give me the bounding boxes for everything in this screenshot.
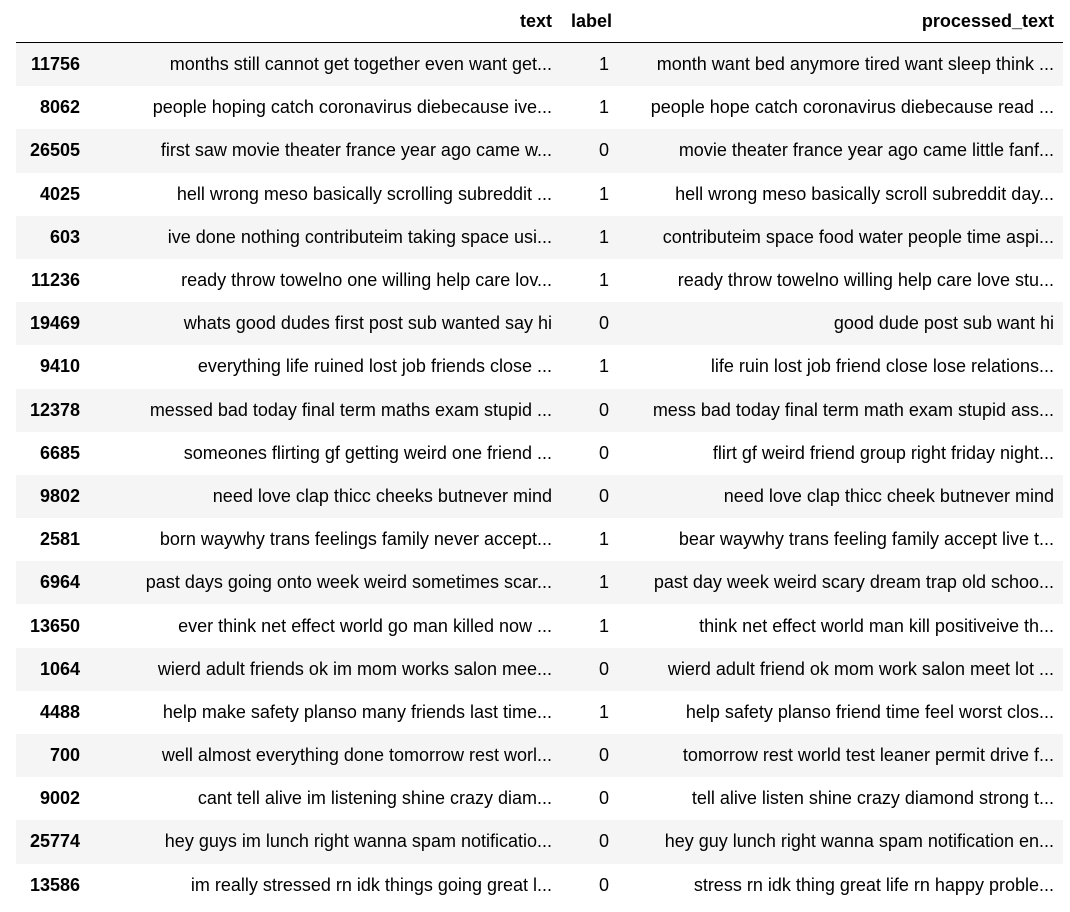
text-cell: hell wrong meso basically scrolling subreddit ...	[176, 183, 552, 204]
label-cell: 1	[598, 572, 609, 593]
processed-text-cell: mess bad today final term math exam stupid ass...	[652, 399, 1054, 420]
table-row	[16, 43, 1063, 87]
processed-text-cell: think net effect world man kill positiveive th...	[699, 615, 1054, 636]
table-row	[16, 561, 1063, 604]
text-cell: hey guys im lunch right wanna spam notificatio...	[164, 831, 552, 852]
text-cell: everything life ruined lost job friends close ...	[197, 356, 552, 377]
processed-text-cell: stress rn idk thing great life rn happy proble...	[693, 874, 1054, 895]
text-cell: first saw movie theater france year ago came w...	[160, 140, 552, 161]
table-row	[16, 864, 1063, 907]
table-row	[16, 216, 1063, 259]
text-cell: whats good dudes first post sub wanted say hi	[183, 313, 552, 334]
row-index: 13586	[29, 874, 80, 895]
row-index: 9802	[39, 485, 80, 506]
row-index: 4488	[39, 701, 80, 722]
table-row	[16, 604, 1063, 647]
label-cell: 1	[598, 529, 609, 550]
processed-text-cell: good dude post sub want hi	[833, 313, 1054, 334]
table-header	[16, 0, 1063, 43]
table-row	[16, 820, 1063, 863]
row-index: 9002	[39, 788, 80, 809]
processed-text-cell: past day week weird scary dream trap old schoo...	[653, 572, 1054, 593]
table-row	[16, 173, 1063, 216]
row-index: 2581	[39, 529, 80, 550]
label-cell: 1	[598, 183, 609, 204]
table-row	[16, 345, 1063, 388]
label-cell: 1	[598, 701, 609, 722]
row-index: 11756	[30, 54, 80, 75]
label-cell: 0	[598, 874, 609, 895]
row-index: 26505	[29, 140, 80, 161]
processed-text-cell: month want bed anymore tired want sleep think ...	[656, 54, 1054, 75]
processed-text-cell: ready throw towelno willing help care love stu...	[677, 270, 1054, 291]
row-index: 8062	[39, 97, 80, 118]
table-row	[16, 389, 1063, 432]
dataframe-output	[16, 0, 1063, 907]
text-column-header: text	[98, 0, 561, 43]
row-index: 19469	[29, 313, 80, 334]
processed-text-cell: life ruin lost job friend close lose relations...	[710, 356, 1054, 377]
index-column-header	[16, 0, 98, 43]
row-index: 603	[49, 226, 80, 247]
label-cell: 1	[598, 356, 609, 377]
text-cell: people hoping catch coronavirus diebecause ive...	[152, 97, 552, 118]
processed-text-cell: help safety planso friend time feel worst clos...	[685, 701, 1054, 722]
text-cell: past days going onto week weird sometimes scar...	[145, 572, 552, 593]
text-cell: messed bad today final term maths exam stupid ...	[149, 399, 552, 420]
label-cell: 0	[598, 788, 609, 809]
row-index: 12378	[29, 399, 80, 420]
row-index: 6964	[39, 572, 80, 593]
table-row	[16, 777, 1063, 820]
processed-text-cell: bear waywhy trans feeling family accept live t...	[678, 529, 1054, 550]
row-index: 4025	[39, 183, 80, 204]
table-row	[16, 691, 1063, 734]
label-cell: 1	[598, 54, 609, 75]
processed-text-cell: movie theater france year ago came little fanf...	[678, 140, 1054, 161]
row-index: 6685	[39, 442, 80, 463]
processed-text-cell: people hope catch coronavirus diebecause read ...	[650, 97, 1054, 118]
label-cell: 0	[598, 313, 609, 334]
dataframe-table	[16, 0, 1063, 907]
processed-text-cell: need love clap thicc cheek butnever mind	[723, 485, 1054, 506]
processed-text-cell: contributeim space food water people time aspi...	[662, 226, 1054, 247]
table-body	[16, 43, 1063, 907]
table-row	[16, 86, 1063, 129]
text-cell: wierd adult friends ok im mom works salon mee...	[157, 658, 552, 679]
label-cell: 0	[598, 442, 609, 463]
processed-text-cell: flirt gf weird friend group right friday night...	[712, 442, 1054, 463]
row-index: 1064	[39, 658, 80, 679]
table-row	[16, 432, 1063, 475]
table-row	[16, 259, 1063, 302]
text-cell: well almost everything done tomorrow rest worl...	[161, 745, 552, 766]
text-cell: im really stressed rn idk things going great l...	[190, 874, 552, 895]
label-cell: 0	[598, 658, 609, 679]
label-column-header: label	[561, 0, 621, 43]
processed-text-cell: tell alive listen shine crazy diamond strong t...	[691, 788, 1054, 809]
label-cell: 1	[598, 270, 609, 291]
table-row	[16, 648, 1063, 691]
text-cell: ready throw towelno one willing help care lov...	[181, 270, 552, 291]
table-row	[16, 129, 1063, 172]
processed-text-cell: wierd adult friend ok mom work salon meet lot ...	[667, 658, 1054, 679]
text-cell: ever think net effect world go man killed now ...	[178, 615, 552, 636]
text-cell: ive done nothing contributeim taking space usi...	[167, 226, 552, 247]
text-cell: months still cannot get together even want get...	[169, 54, 552, 75]
text-cell: cant tell alive im listening shine crazy diam...	[197, 788, 552, 809]
text-cell: born waywhy trans feelings family never accept...	[159, 529, 552, 550]
label-cell: 0	[598, 140, 609, 161]
table-row	[16, 734, 1063, 777]
label-cell: 1	[598, 615, 609, 636]
label-cell: 1	[598, 226, 609, 247]
label-cell: 1	[598, 97, 609, 118]
label-cell: 0	[598, 745, 609, 766]
text-cell: need love clap thicc cheeks butnever mind	[212, 485, 552, 506]
row-index: 25774	[29, 831, 80, 852]
header-row	[16, 0, 1063, 43]
processed-text-cell: hey guy lunch right wanna spam notification en...	[664, 831, 1054, 852]
processed-text-column-header: processed_text	[621, 0, 1063, 43]
text-cell: someones flirting gf getting weird one friend ...	[183, 442, 552, 463]
label-cell: 0	[598, 399, 609, 420]
row-index: 700	[49, 745, 80, 766]
label-cell: 0	[598, 831, 609, 852]
processed-text-cell: tomorrow rest world test leaner permit drive f...	[682, 745, 1054, 766]
table-row	[16, 302, 1063, 345]
row-index: 11236	[30, 270, 80, 291]
table-row	[16, 475, 1063, 518]
text-cell: help make safety planso many friends last time...	[162, 701, 552, 722]
row-index: 13650	[29, 615, 80, 636]
row-index: 9410	[39, 356, 80, 377]
label-cell: 0	[598, 485, 609, 506]
table-row	[16, 518, 1063, 561]
processed-text-cell: hell wrong meso basically scroll subreddit day...	[675, 183, 1054, 204]
